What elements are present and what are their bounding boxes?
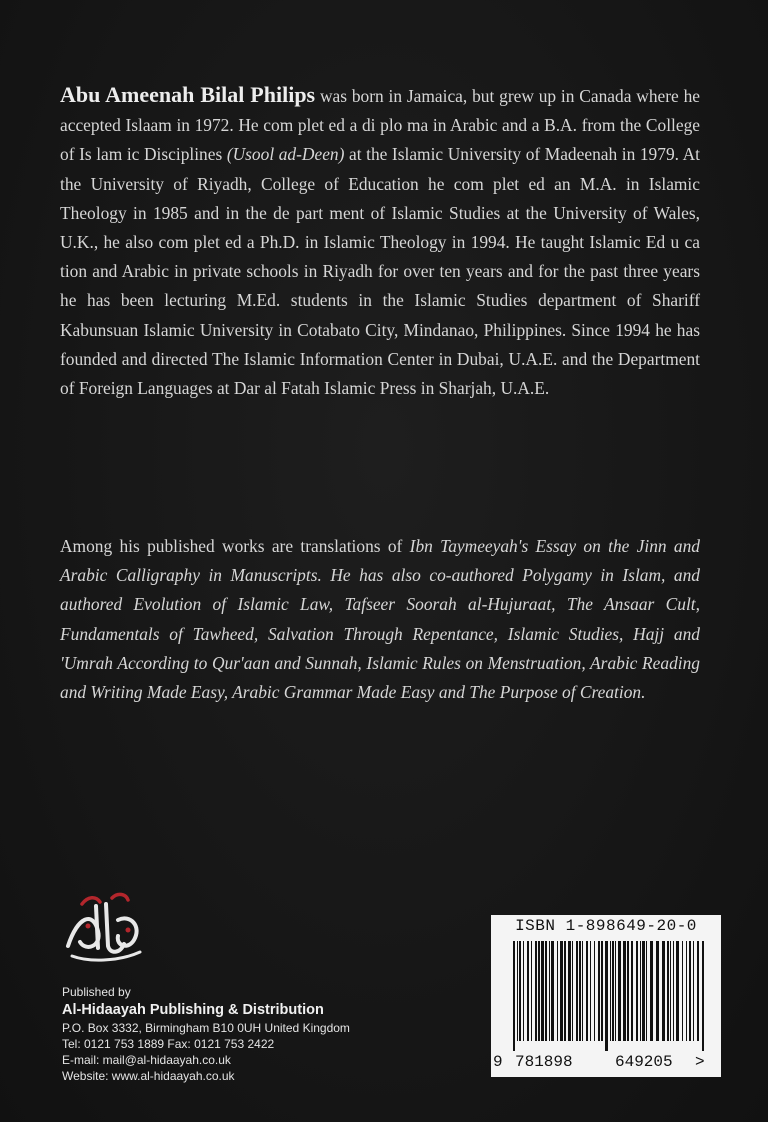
barcode-bar xyxy=(549,941,550,1041)
barcode-bar xyxy=(594,941,595,1041)
barcode-bar xyxy=(557,941,558,1041)
barcode-bar xyxy=(693,941,694,1041)
barcode-bar xyxy=(560,941,563,1041)
barcode-bar xyxy=(702,941,704,1051)
barcode-bar xyxy=(662,941,665,1041)
barcode-bar xyxy=(623,941,626,1041)
barcode-bar xyxy=(601,941,603,1041)
barcode-bar xyxy=(576,941,578,1041)
barcode-bar xyxy=(531,941,532,1041)
barcode-bar xyxy=(676,941,679,1041)
publisher-name: Al-Hidaayah Publishing & Distribution xyxy=(62,1002,324,1018)
bio-text-1: was born in Jamaica, but grew up in Canada where he accepted Islaam in 1972. He com plet ed a di plo ma in Arabic and a B.A. from the College of Is lam ic Disciplines xyxy=(60,86,700,165)
barcode-bar xyxy=(598,941,600,1041)
barcode-bar xyxy=(656,941,659,1041)
barcode-bar xyxy=(517,941,518,1041)
barcode-bar xyxy=(670,941,671,1041)
barcode-bar xyxy=(689,941,691,1041)
author-biography xyxy=(60,80,700,403)
publisher-email: E-mail: mail@al-hidaayah.co.uk xyxy=(62,1053,231,1067)
ean-left-group: 781898 xyxy=(515,1053,573,1071)
barcode-bar xyxy=(642,941,645,1041)
ean-right-group: 649205 xyxy=(615,1053,673,1071)
bio-usool: (Usool ad-Deen) xyxy=(226,144,345,165)
barcode-bar xyxy=(564,941,566,1041)
barcode-bar xyxy=(582,941,583,1041)
barcode-bar xyxy=(538,941,540,1041)
barcode-bar xyxy=(545,941,547,1041)
isbn-number: ISBN 1-898649-20-0 xyxy=(515,917,697,935)
barcode-bar xyxy=(673,941,674,1041)
barcode-bar xyxy=(551,941,554,1041)
author-name: Abu Ameenah Bilal Philips xyxy=(60,82,316,107)
barcode-bar xyxy=(513,941,515,1051)
barcode-bar xyxy=(646,941,647,1041)
works-intro: Among his published works are translations of xyxy=(60,536,410,556)
published-by-label: Published by xyxy=(62,985,131,999)
barcode-bar xyxy=(527,941,529,1041)
bio-text-2: at the Islamic University of Madeenah in 1979. At the University of Riyadh, College of Education he com plet ed an M.A. in Islamic Theology in 1985 and in the de part ment of Islamic Studies at the University of Wales, U.K., he also com plet ed a Ph.D. in Islamic Theology in 1994. He taught Islamic Ed u ca tion and Arabic in private schools in Riyadh for over ten years and for the past three years he has been lecturing M.Ed. students in the Islamic Studies department of Shariff Kabunsuan Islamic University in Cotabato City, Mindanao, Philippines. Since 1994 he has founded and directed The Islamic Information Center in Dubai, U.A.E. and the Department of Foreign Languages at Dar al Fatah Islamic Press in Sharjah, U.A.E. xyxy=(60,144,700,399)
barcode-bar xyxy=(627,941,629,1041)
barcode-bar xyxy=(523,941,524,1041)
barcode-bar xyxy=(568,941,571,1041)
barcode-bar xyxy=(697,941,699,1041)
barcode-bar xyxy=(572,941,573,1041)
barcode-bar xyxy=(612,941,614,1041)
barcode-bar xyxy=(640,941,641,1041)
barcode-bar xyxy=(586,941,588,1041)
isbn-barcode xyxy=(491,915,721,1077)
barcode-bar xyxy=(618,941,621,1041)
barcode-bar xyxy=(519,941,521,1041)
barcode-bar xyxy=(682,941,683,1041)
barcode-bar xyxy=(650,941,653,1041)
ean-lead-digit: 9 xyxy=(493,1053,503,1071)
publisher-info xyxy=(62,984,422,1084)
barcode-bar xyxy=(615,941,616,1041)
works-titles: Ibn Taymeeyah's Essay on the Jinn and Arabic Calligraphy in Manuscripts. He has also co-authored Polygamy in Islam, and authored Evolution of Islamic Law, Tafseer Soorah al-Hujuraat, The Ansaar Cult, Fundamentals of Tawheed, Salvation Through Repentance, Islamic Studies, Hajj and 'Umrah According to Qur'aan and Sunnah, Islamic Rules on Menstruation, Arabic Reading and Writing Made Easy, Arabic Grammar Made Easy and The Purpose of Creation. xyxy=(60,536,700,703)
barcode-bar xyxy=(686,941,687,1041)
barcode-bar xyxy=(605,941,608,1051)
publisher-tel-fax: Tel: 0121 753 1889 Fax: 0121 753 2422 xyxy=(62,1037,275,1051)
barcode-bar xyxy=(590,941,591,1041)
ean-end-mark: > xyxy=(695,1053,705,1071)
barcode-bars xyxy=(499,941,713,1051)
published-works xyxy=(60,532,700,707)
barcode-bar xyxy=(667,941,669,1041)
barcode-bar xyxy=(579,941,581,1041)
al-hidaayah-logo-icon xyxy=(58,886,148,966)
barcode-bar xyxy=(541,941,544,1041)
publisher-address: P.O. Box 3332, Birmingham B10 0UH United Kingdom xyxy=(62,1021,350,1035)
barcode-bar xyxy=(631,941,633,1041)
barcode-bar xyxy=(636,941,638,1041)
publisher-website: Website: www.al-hidaayah.co.uk xyxy=(62,1069,235,1083)
barcode-bar xyxy=(535,941,537,1041)
barcode-bar xyxy=(610,941,611,1041)
